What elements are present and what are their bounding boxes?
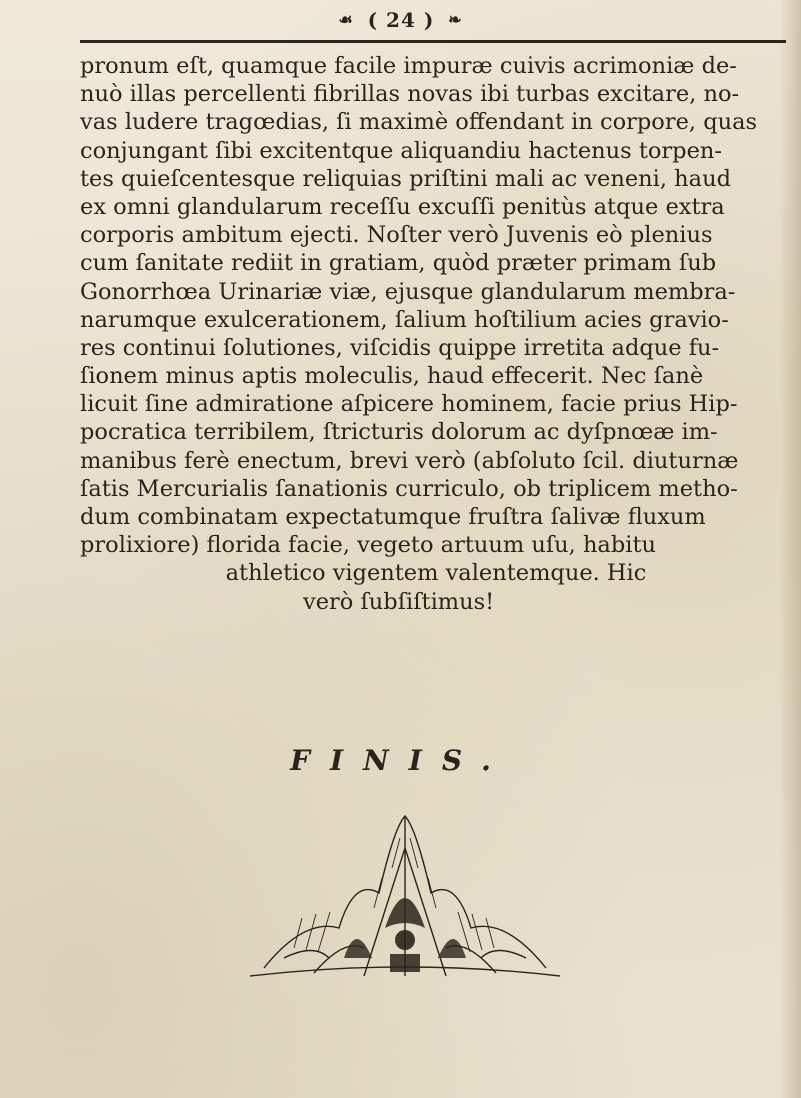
- text-line: ex omni glandularum receſſu excuſſi penitùs atque extra: [80, 193, 725, 220]
- text-line: licuit ſine admiratione aſpicere hominem, facie prius Hip-: [80, 391, 738, 418]
- text-line: pocratica terribilem, ſtricturis dolorum ac dyſpnœæ im-: [80, 419, 718, 446]
- text-line: nuò illas percellenti fibrillas novas ibi turbas excitare, no-: [80, 81, 740, 108]
- text-line: tes quieſcentesque reliquias priſtini mali ac veneni, haud: [80, 165, 731, 192]
- finis-heading: FINIS.: [290, 744, 511, 777]
- text-line: narumque exulcerationem, ſalium hoſtilium acies gravio-: [80, 306, 729, 333]
- text-line: pronum eſt, quamque facile impuræ cuivis acrimoniæ de-: [80, 53, 737, 79]
- text-line: ſionem minus aptis moleculis, haud effecerit. Nec ſanè: [80, 363, 704, 390]
- page-number: ( 24 ): [367, 7, 435, 32]
- left-ornament: ☙: [338, 10, 354, 29]
- text-line: conjungant ſibi excitentque aliquandiu hactenus torpen-: [80, 137, 722, 164]
- text-line: corporis ambitum ejecti. Noſter verò Juvenis eò plenius: [80, 222, 713, 249]
- text-line: Gonorrhœa Urinariæ viæ, ejusque glandularum membra-: [80, 278, 736, 305]
- text-line: res continui ſolutiones, viſcidis quippe irretita adque fu-: [80, 334, 720, 361]
- text-line: ſatis Mercurialis ſanationis curriculo, ob triplicem metho-: [80, 475, 738, 502]
- page-header: [0, 6, 801, 34]
- header-rule: [80, 40, 786, 43]
- tailpiece-vignette-icon: [244, 808, 566, 980]
- text-line: athletico vigentem valentemque. Hic: [225, 560, 647, 587]
- text-line: vas ludere tragœdias, ſi maximè offendant in corpore, quas: [80, 109, 758, 136]
- text-line: manibus ferè enectum, brevi verò (abſoluto ſcil. diuturnæ: [80, 447, 739, 474]
- text-line: cum ſanitate rediit in gratiam, quòd præter primam ſub: [80, 250, 717, 277]
- text-line: prolixiore) florida facie, vegeto artuum uſu, habitu: [80, 532, 656, 559]
- right-ornament: ❧: [448, 10, 463, 29]
- text-line-final: verò ſubſiſtimus!: [303, 588, 495, 615]
- text-line: dum combinatam expectatumque fruſtra ſalivæ fluxum: [80, 504, 706, 530]
- body-text: [80, 52, 792, 616]
